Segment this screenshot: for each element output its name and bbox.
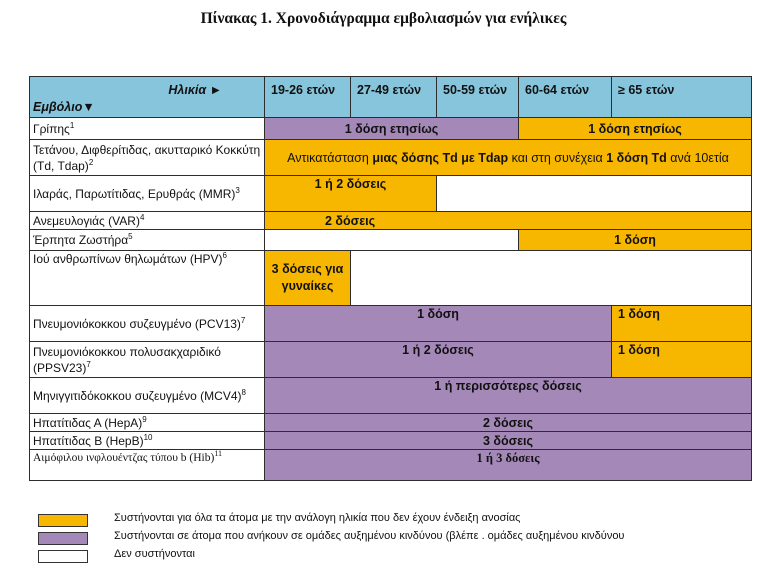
- table-row-var: [30, 212, 752, 230]
- dose-cell: 3 δόσεις για γυναίκες: [265, 251, 351, 306]
- table-row-ppsv23: [30, 342, 752, 378]
- legend-swatch-yellow: [38, 514, 88, 527]
- legend-text: Συστήνονται σε άτομα που ανήκουν σε ομάδες αυξημένου κινδύνου (βλέπε . ομάδες αυξημένου κινδύνου: [114, 530, 625, 542]
- dose-cell: Αντικατάσταση μιας δόσης Td με Tdap και στη συνέχεια 1 δόση Td ανά 10ετία: [265, 140, 752, 176]
- vaccine-name-mcv4: Μηνιγγιτιδόκοκκου συζευγμένο $(MCV4)^8$: [30, 378, 265, 414]
- vaccine-name-flu: Γρίπης$^1$: [30, 118, 265, 140]
- vaccine-name-hepa: Ηπατίτιδας Α (HepA)$^9$: [30, 414, 265, 432]
- table-row-zoster: [30, 230, 752, 251]
- vaccine-name-zoster: Έρπητα Ζωστήρα$^5$: [30, 230, 265, 251]
- table-header-row: [30, 77, 752, 118]
- table-row-hpv: [30, 251, 752, 306]
- vaccine-name-var: Ανεμευλογιάς (VAR)$^4$: [30, 212, 265, 230]
- table-row-mcv4: [30, 378, 752, 414]
- empty-cell: [437, 176, 752, 212]
- table-row-mmr: [30, 176, 752, 212]
- dose-cell: 1 δόση: [612, 306, 752, 342]
- dose-cell: 2 δόσεις: [265, 414, 752, 432]
- table-row-flu: [30, 118, 752, 140]
- age-header-60-64: 60-64 ετών: [519, 77, 612, 118]
- table-row-pcv13: [30, 306, 752, 342]
- vaccine-name-hib: Αιμόφιλου ινφλουέντζας τύπου b (Hib)$^{11}$: [30, 450, 265, 481]
- vaccine-name-ppsv23: Πνευμονιόκοκκου πολυσακχαριδικό (PPSV23)$^7$: [30, 342, 265, 378]
- legend-text: Συστήνονται για όλα τα άτομα με την ανάλογη ηλικία που δεν έχουν ένδειξη ανοσίας: [114, 512, 521, 524]
- dose-cell: 2 δόσεις: [265, 212, 752, 230]
- page-title: Πίνακας 1. Χρονοδιάγραμμα εμβολιασμών για ενήλικες: [200, 10, 567, 27]
- legend-text: Δεν συστήνονται: [114, 548, 195, 560]
- table-row-hib: [30, 450, 752, 481]
- empty-cell: [351, 251, 752, 306]
- vaccination-schedule-table: [29, 76, 752, 481]
- table-row-hepa: [30, 414, 752, 432]
- legend-swatch-white: [38, 550, 88, 563]
- dose-cell: 1 ή 2 δόσεις: [265, 176, 437, 212]
- header-corner-cell: [30, 77, 265, 118]
- table-row-hepb: [30, 432, 752, 450]
- dose-cell: 1 δόση: [265, 306, 612, 342]
- dose-cell: 1 ή 2 δόσεις: [265, 342, 612, 378]
- age-header-19-26: 19-26 ετών: [265, 77, 351, 118]
- age-header-65-plus: ≥ 65 ετών: [612, 77, 752, 118]
- legend-swatch-purple: [38, 532, 88, 545]
- dose-cell: 1 δόση: [519, 230, 752, 251]
- vaccine-name-hepb: Ηπατίτιδας Β (HepB)$^{10}$: [30, 432, 265, 450]
- vaccine-name-td: Τετάνου, Διφθερίτιδας, ακυτταρικό Κοκκύτη (Td, Tdap)$^2$: [30, 140, 265, 176]
- vaccine-name-pcv13: Πνευμονιόκοκκου συζευγμένο $(PCV13)^7$: [30, 306, 265, 342]
- empty-cell: [265, 230, 519, 251]
- table-row-td: [30, 140, 752, 176]
- dose-cell: 3 δόσεις: [265, 432, 752, 450]
- dose-cell: 1 δόση: [612, 342, 752, 378]
- age-header-50-59: 50-59 ετών: [437, 77, 519, 118]
- dose-cell: 1 ή περισσότερες δόσεις: [265, 378, 752, 414]
- vaccine-axis-label: Εμβόλιο▼: [33, 100, 95, 114]
- vaccine-name-hpv: Ιού ανθρωπίνων θηλωμάτων (HPV)$^6$: [30, 251, 265, 306]
- age-axis-label: Ηλικία ►: [168, 83, 222, 97]
- vaccine-name-mmr: Ιλαράς, Παρωτίτιδας, Ερυθράς (MMR)$^3$: [30, 176, 265, 212]
- dose-cell: 1 δόση ετησίως: [519, 118, 752, 140]
- age-header-27-49: 27-49 ετών: [351, 77, 437, 118]
- dose-cell: 1 ή 3 δόσεις: [265, 450, 752, 481]
- dose-cell: 1 δόση ετησίως: [265, 118, 519, 140]
